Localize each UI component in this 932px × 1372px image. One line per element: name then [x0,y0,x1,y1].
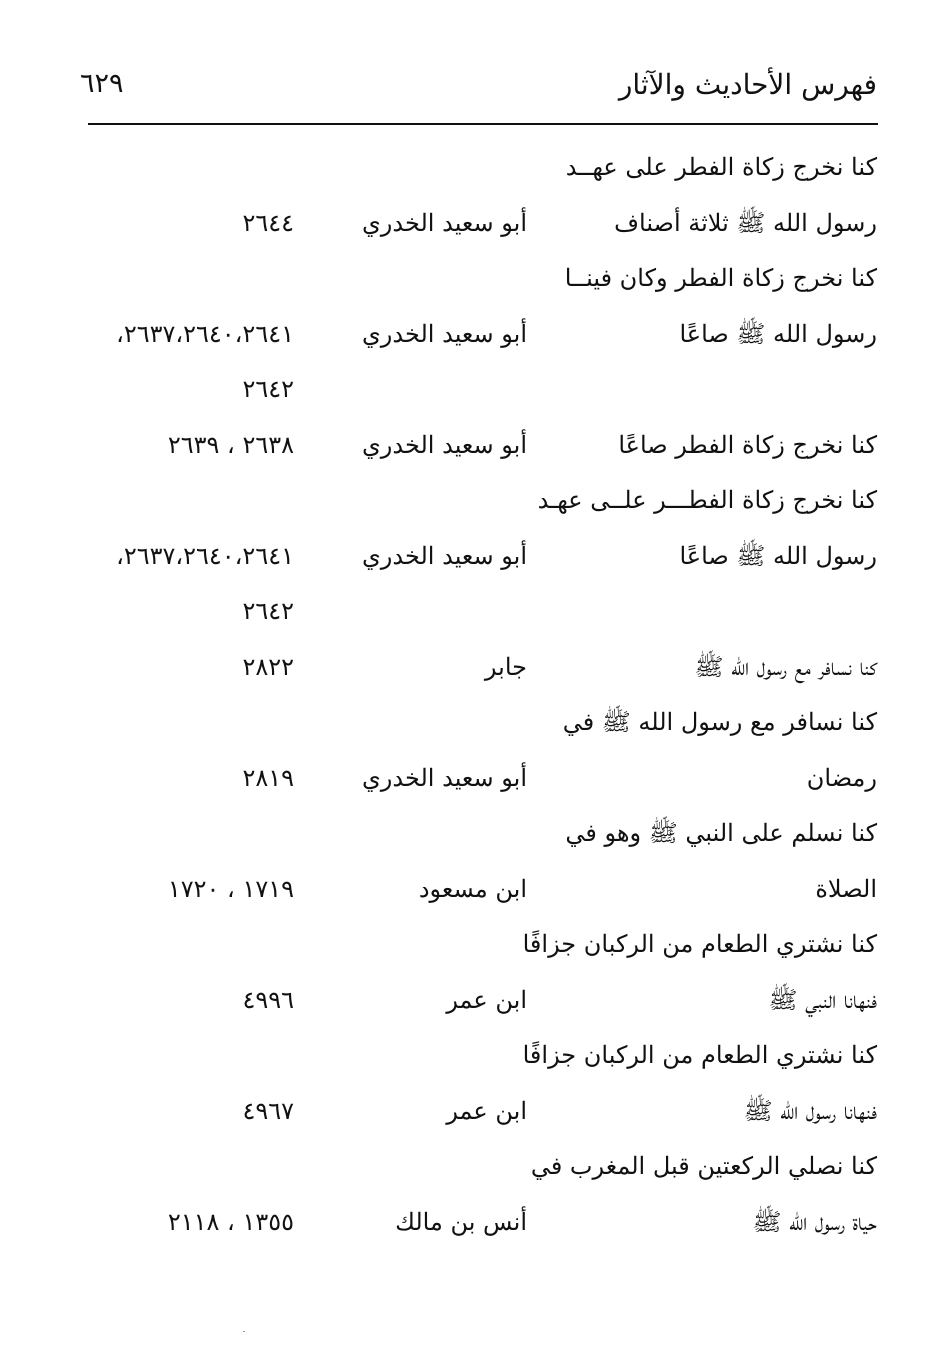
narrator-name: أنس بن مالك [395,1207,527,1236]
hadith-text: فنهانا رسول الله ﷺ [743,1096,877,1125]
reference-numbers: ١٣٥٥ ، ٢١١٨ [167,1207,294,1236]
index-row [0,529,932,585]
hadith-text: كنا نخرج زكاة الفطر على عهــد [565,153,877,181]
hadith-text: رمضان [806,763,877,792]
index-row [0,695,932,751]
hadith-text: الصلاة [815,874,877,903]
narrator-name: أبو سعيد الخدري [362,430,527,459]
reference-numbers: ٢٦٤٤ [242,208,294,237]
reference-numbers: ٢٦٣٧،٢٦٤٠،٢٦٤١، [116,319,294,348]
index-row [0,473,932,529]
hadith-text: كنا نسافر مع رسول الله ﷺ في [562,708,877,736]
narrator-name: جابر [484,652,527,681]
index-row [0,362,932,418]
narrator-name: ابن عمر [446,1096,527,1125]
narrator-name: أبو سعيد الخدري [362,319,527,348]
index-row [0,917,932,973]
index-row [0,140,932,196]
reference-numbers: ٤٩٩٦ [242,985,294,1014]
speck [243,1331,245,1332]
page-title: فهرس الأحاديث والآثار [618,68,877,101]
narrator-name: ابن عمر [446,985,527,1014]
index-row [0,584,932,640]
hadith-text: كنا نسافر مع رسول الله ﷺ [694,652,877,681]
index-row [0,751,932,807]
hadith-text: كنا نخرج زكاة الفطر صاعًا [618,430,877,459]
index-row [0,973,932,1029]
hadith-text: كنا نشتري الطعام من الركبان جزافًا [522,930,877,958]
hadith-text: كنا نصلي الركعتين قبل المغرب في [530,1152,877,1180]
narrator-name: أبو سعيد الخدري [362,763,527,792]
page-header [0,68,932,112]
index-row [0,1028,932,1084]
narrator-name: أبو سعيد الخدري [362,208,527,237]
index-row [0,640,932,696]
reference-numbers: ٢٦٤٢ [242,375,294,403]
reference-numbers: ٢٨٢٢ [242,652,294,681]
narrator-name: أبو سعيد الخدري [362,541,527,570]
hadith-text: فنهانا النبي ﷺ [768,985,877,1014]
hadith-text: كنا نشتري الطعام من الركبان جزافًا [522,1041,877,1069]
index-row [0,1195,932,1251]
hadith-text: كنا نسلم على النبي ﷺ وهو في [565,819,877,847]
index-row [0,418,932,474]
reference-numbers: ٢٦٣٧،٢٦٤٠،٢٦٤١، [116,541,294,570]
index-row [0,862,932,918]
index-row [0,1139,932,1195]
reference-numbers: ٢٦٤٢ [242,597,294,625]
index-row [0,806,932,862]
reference-numbers: ١٧١٩ ، ١٧٢٠ [167,874,294,903]
index-row [0,251,932,307]
narrator-name: ابن مسعود [418,874,527,903]
hadith-text: حياة رسول الله ﷺ [752,1207,877,1236]
hadith-text: كنا نخرج زكاة الفطر وكان فينــا [564,264,877,292]
header-rule [88,123,878,125]
hadith-text: رسول الله ﷺ ثلاثة أصناف [614,208,877,237]
hadith-text: كنا نخرج زكاة الفطـــر علــى عهـد [537,486,877,514]
reference-numbers: ٢٨١٩ [242,763,294,792]
reference-numbers: ٢٦٣٨ ، ٢٦٣٩ [167,430,294,459]
reference-numbers: ٤٩٦٧ [242,1096,294,1125]
hadith-text: رسول الله ﷺ صاعًا [679,319,877,348]
index-table [0,140,932,1250]
index-row [0,1084,932,1140]
hadith-text: رسول الله ﷺ صاعًا [679,541,877,570]
page-number: ٦٢٩ [80,68,124,99]
index-row [0,196,932,252]
index-row [0,307,932,363]
